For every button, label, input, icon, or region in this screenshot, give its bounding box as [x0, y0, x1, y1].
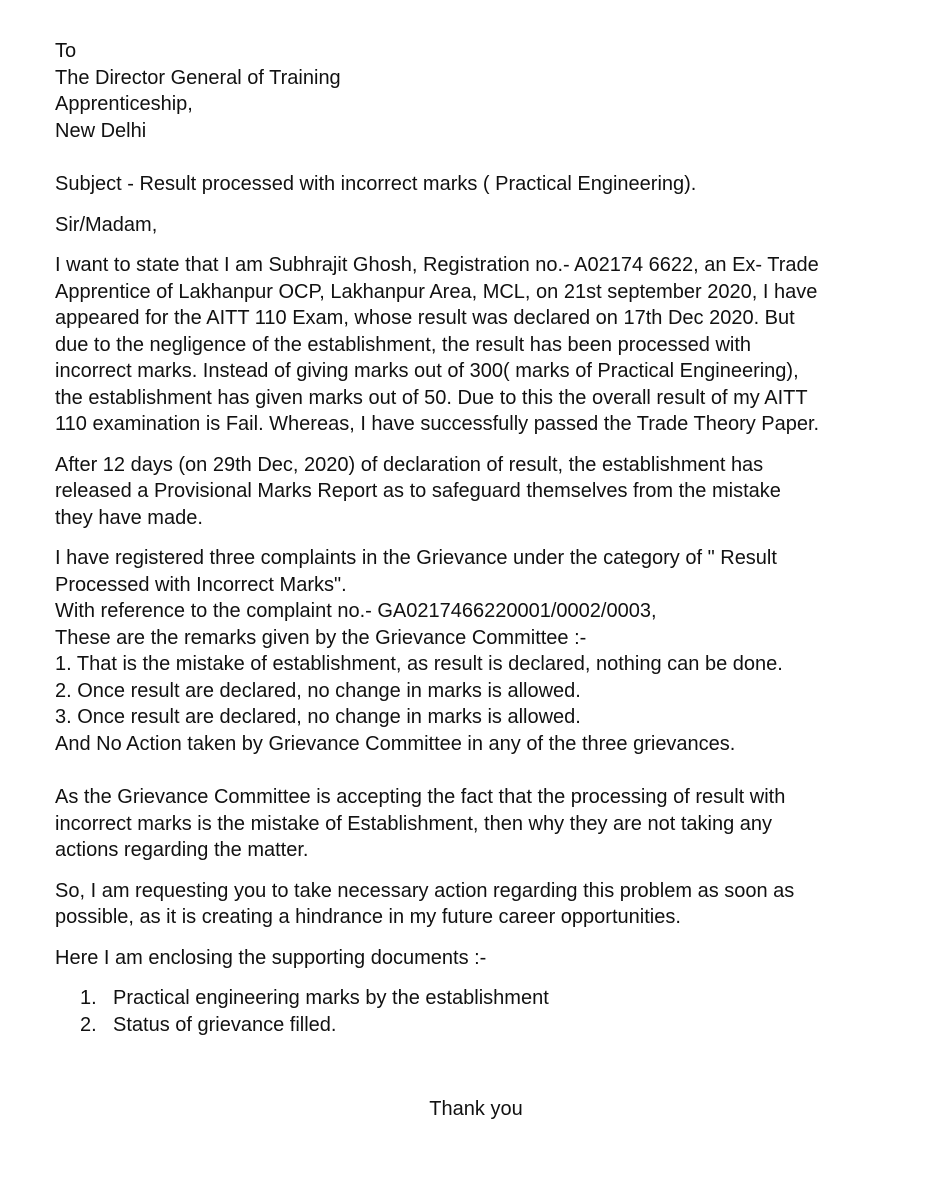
signoff: Thank you — [429, 1098, 523, 1120]
recipient-address — [55, 38, 915, 144]
enclosure-list — [55, 985, 915, 1038]
paragraph-line: possible, as it is creating a hindrance in my future career opportunities. — [55, 906, 681, 928]
paragraph-line: actions regarding the matter. — [55, 839, 309, 861]
address-line: To — [55, 40, 77, 62]
paragraph-statement — [55, 252, 915, 438]
paragraph-line: 110 examination is Fail. Whereas, I have successfully passed the Trade Theory Paper. — [55, 413, 820, 435]
paragraph-line: And No Action taken by Grievance Committee in any of the three grievances. — [55, 732, 736, 755]
list-item — [55, 985, 915, 1012]
letter-body — [55, 38, 915, 1038]
paragraph-line: appeared for the AITT 110 Exam, whose result was declared on 17th Dec 2020. But — [55, 307, 795, 329]
list-item-text: Practical engineering marks by the establishment — [113, 987, 549, 1009]
address-line: The Director General of Training — [55, 66, 341, 89]
paragraph-line: Processed with Incorrect Marks". — [55, 573, 347, 596]
paragraph-line: With reference to the complaint no.- GA0217466220001/0002/0003, — [55, 600, 657, 622]
paragraph-line: they have made. — [55, 506, 203, 529]
salutation-text: Sir/Madam, — [55, 213, 158, 236]
paragraph-committee — [55, 784, 915, 864]
remark-line: 3. Once result are declared, no change in marks is allowed. — [55, 706, 581, 728]
enclosure-intro — [55, 945, 915, 972]
list-number: 1. — [80, 987, 97, 1009]
paragraph-line: I want to state that I am Subhrajit Ghosh, Registration no.- A02174 6622, an Ex- Trade — [55, 254, 819, 276]
enclosure-intro-text: Here I am enclosing the supporting documents :- — [55, 946, 487, 969]
paragraph-line: the establishment has given marks out of 50. Due to this the overall result of my AITT — [55, 386, 808, 409]
list-number: 2. — [80, 1013, 97, 1036]
paragraph-line: So, I am requesting you to take necessary action regarding this problem as soon as — [55, 879, 795, 902]
remark-line: 1. That is the mistake of establishment, as result is declared, nothing can be done. — [55, 653, 783, 675]
paragraph-line: due to the negligence of the establishment, the result has been processed with — [55, 333, 752, 356]
list-item-text: Status of grievance filled. — [113, 1013, 337, 1036]
address-line: New Delhi — [55, 119, 147, 142]
paragraph-line: incorrect marks is the mistake of Establishment, then why they are not taking any — [55, 812, 772, 835]
paragraph-provisional-report — [55, 452, 915, 532]
paragraph-line: I have registered three complaints in the Grievance under the category of " Result — [55, 547, 777, 569]
paragraph-line: released a Provisional Marks Report as to safeguard themselves from the mistake — [55, 480, 781, 502]
salutation — [55, 212, 915, 239]
paragraph-line: Apprentice of Lakhanpur OCP, Lakhanpur Area, MCL, on 21st september 2020, I have — [55, 280, 818, 303]
paragraph-line: incorrect marks. Instead of giving marks out of 300( marks of Practical Engineering), — [55, 360, 799, 382]
list-item — [55, 1012, 915, 1039]
paragraph-line: After 12 days (on 29th Dec, 2020) of declaration of result, the establishment has — [55, 453, 764, 476]
paragraph-line: As the Grievance Committee is accepting the fact that the processing of result with — [55, 786, 786, 808]
paragraph-request — [55, 878, 915, 931]
paragraph-line: These are the remarks given by the Grievance Committee :- — [55, 626, 587, 649]
subject-text: Subject - Result processed with incorrect marks ( Practical Engineering). — [55, 173, 697, 195]
remark-line: 2. Once result are declared, no change in marks is allowed. — [55, 679, 581, 702]
paragraph-complaints — [55, 545, 915, 757]
subject-line — [55, 171, 915, 198]
address-line: Apprenticeship, — [55, 93, 193, 115]
